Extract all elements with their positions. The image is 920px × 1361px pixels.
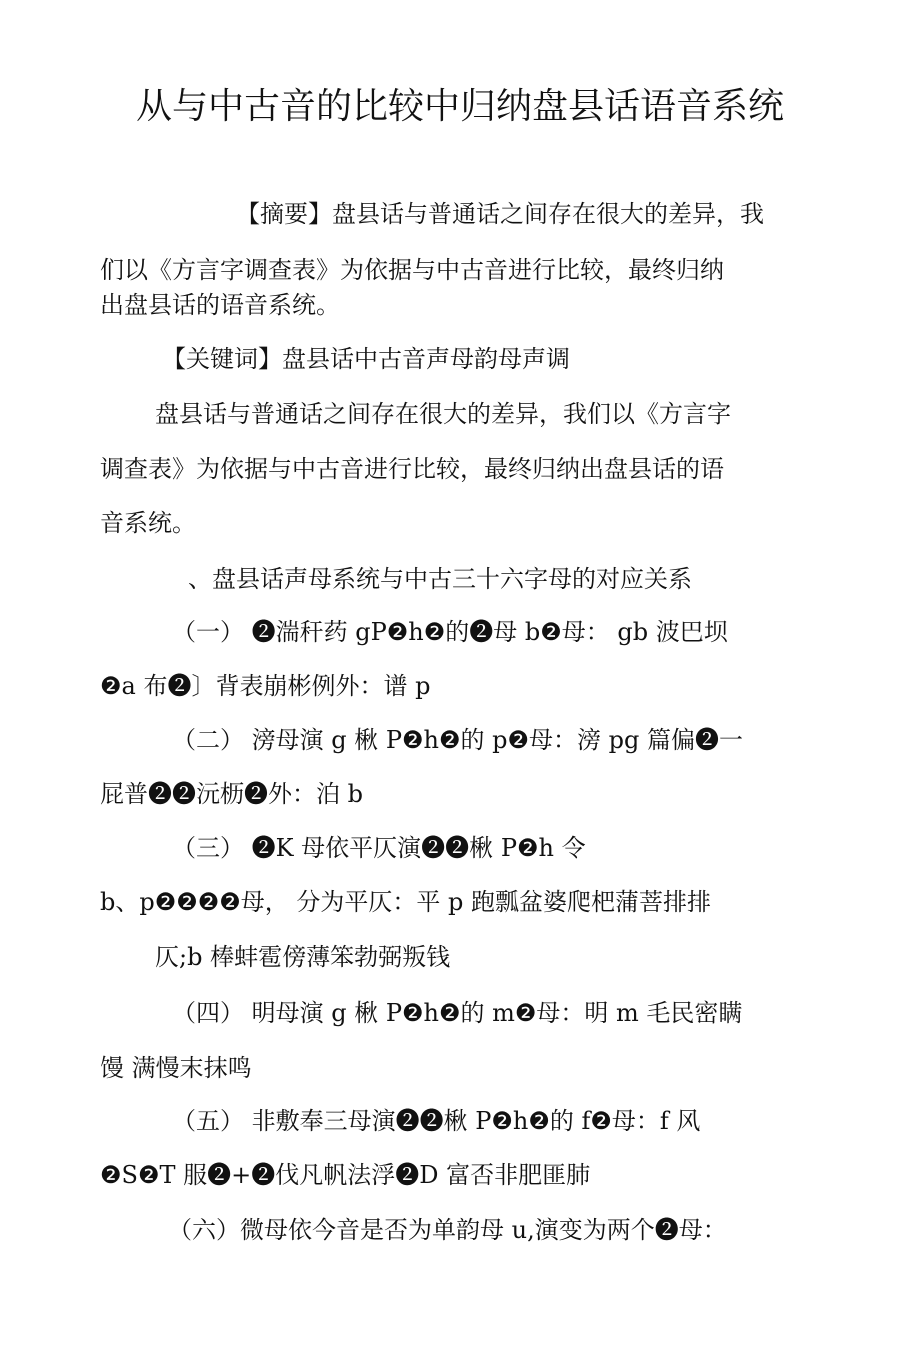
item-6-line-1: （六）微母依今音是否为单韵母 u,演变为两个❷母： [168,1216,727,1244]
item-3-line-3: 仄;b 棒蚌雹傍薄笨勃弼叛钱 [155,943,451,971]
abstract-line-2: 们以《方言字调查表》为依据与中古音进行比较，最终归纳 [100,256,724,284]
body-line-2: 调查表》为依据与中古音进行比较，最终归纳出盘县话的语 [100,455,724,483]
keywords-line: 【关键词】盘县话中古音声母韵母声调 [162,345,570,373]
body-line-3: 音系统。 [100,509,196,537]
abstract-line-3: 出盘县话的语音系统。 [100,291,340,319]
item-2-line-1: （二） 滂母演 g 楸 P❷h❷的 p❷母：滂 pg 篇偏❷一 [172,726,744,754]
abstract-line-1: 【摘要】盘县话与普通话之间存在很大的差异，我 [236,200,764,228]
item-4-line-2: 馒 满慢末抹鸣 [100,1054,252,1082]
item-1-line-2: ❷a 布❷〕背表崩彬例外：谱 p [100,672,431,700]
item-2-line-2: 屁普❷❷沅枥❷外：泊 b [100,780,363,808]
item-4-line-1: （四） 明母演 g 楸 P❷h❷的 m❷母：明 m 毛民密瞒 [172,999,743,1027]
document-title: 从与中古音的比较中归纳盘县话语音系统 [135,86,784,127]
item-5-line-2: ❷S❷T 服❷+❷伐凡帆法浮❷D 富否非肥匪肺 [100,1161,591,1189]
item-1-line-1: （一） ❷湍秆药 gP❷h❷的❷母 b❷母： gb 波巴坝 [172,618,728,646]
item-5-line-1: （五） 非敷奉三母演❷❷楸 P❷h❷的 f❷母：f 风 [172,1107,701,1135]
section-heading: 、盘县话声母系统与中古三十六字母的对应关系 [188,565,692,593]
item-3-line-1: （三） ❷K 母依平仄演❷❷楸 P❷h 令 [172,834,586,862]
body-line-1: 盘县话与普通话之间存在很大的差异，我们以《方言字 [155,400,731,428]
item-3-line-2: b、p❷❷❷❷母， 分为平仄：平 p 跑瓢盆婆爬杷蒲菩排排 [100,888,712,916]
